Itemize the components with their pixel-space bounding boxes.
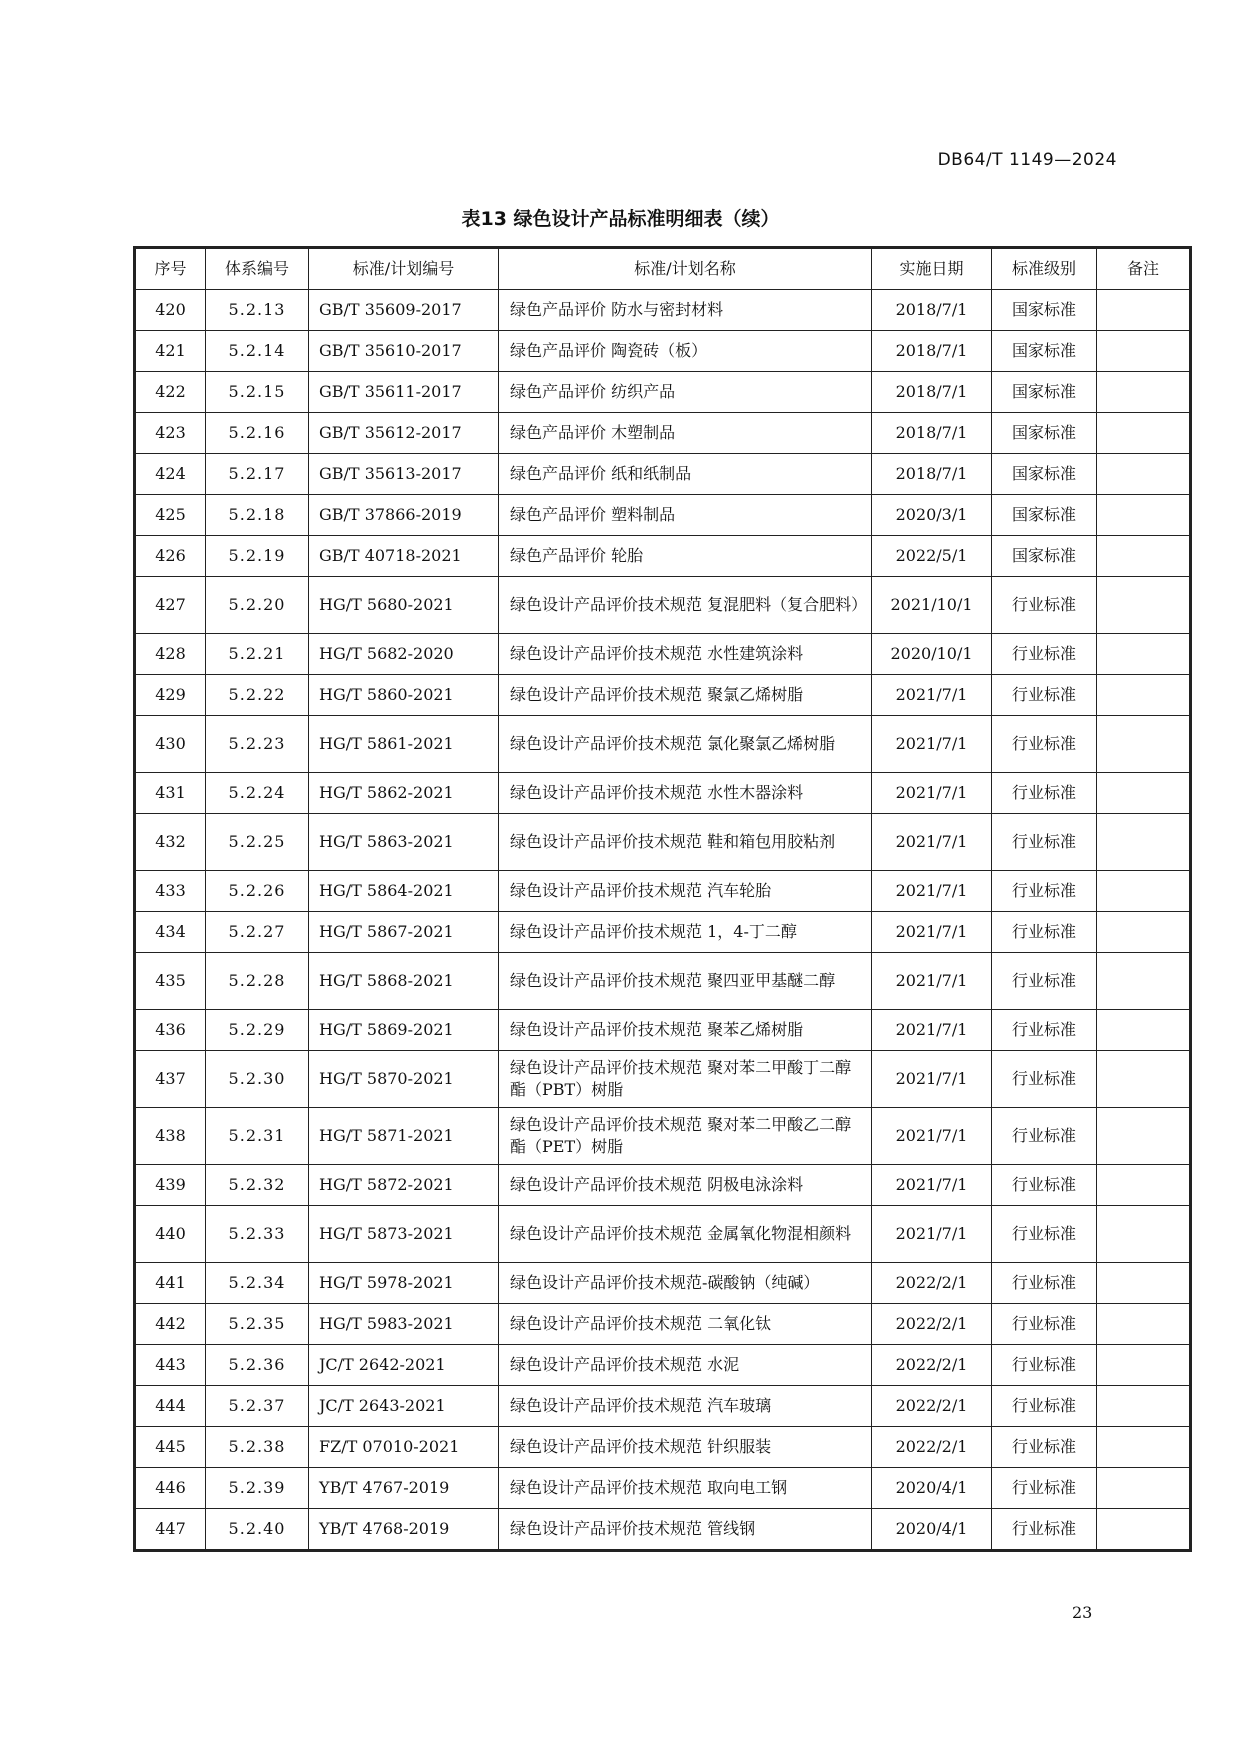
table-row	[136, 495, 1190, 536]
cell-system-no: 5.2.31	[206, 1108, 309, 1165]
cell-standard-code: FZ/T 07010-2021	[309, 1427, 499, 1468]
cell-standard-name: 绿色设计产品评价技术规范 水性建筑涂料	[499, 634, 872, 675]
table-row	[136, 1304, 1190, 1345]
cell-standard-code: GB/T 35610-2017	[309, 331, 499, 372]
cell-remarks	[1097, 1386, 1190, 1427]
table-row	[136, 814, 1190, 871]
cell-remarks	[1097, 1263, 1190, 1304]
cell-standard-level: 行业标准	[992, 716, 1097, 773]
cell-remarks	[1097, 1108, 1190, 1165]
cell-standard-name: 绿色设计产品评价技术规范 水性木器涂料	[499, 773, 872, 814]
table-row	[136, 454, 1190, 495]
document-code: DB64/T 1149—2024	[937, 150, 1117, 170]
table-row	[136, 1010, 1190, 1051]
cell-system-no: 5.2.26	[206, 871, 309, 912]
cell-standard-level: 行业标准	[992, 912, 1097, 953]
cell-effective-date: 2021/10/1	[872, 577, 992, 634]
cell-remarks	[1097, 912, 1190, 953]
cell-standard-code: YB/T 4768-2019	[309, 1509, 499, 1550]
cell-standard-name: 绿色设计产品评价技术规范 复混肥料（复合肥料）	[499, 577, 872, 634]
table-header-row	[136, 249, 1190, 290]
cell-standard-code: HG/T 5867-2021	[309, 912, 499, 953]
cell-standard-name: 绿色设计产品评价技术规范 阴极电泳涂料	[499, 1165, 872, 1206]
cell-standard-code: HG/T 5863-2021	[309, 814, 499, 871]
cell-standard-level: 行业标准	[992, 1010, 1097, 1051]
cell-effective-date: 2018/7/1	[872, 372, 992, 413]
cell-system-no: 5.2.13	[206, 290, 309, 331]
cell-remarks	[1097, 1165, 1190, 1206]
col-header-standard-code: 标准/计划编号	[309, 249, 499, 290]
cell-no: 424	[136, 454, 206, 495]
cell-effective-date: 2021/7/1	[872, 773, 992, 814]
cell-no: 433	[136, 871, 206, 912]
table-row	[136, 536, 1190, 577]
cell-system-no: 5.2.33	[206, 1206, 309, 1263]
cell-standard-name: 绿色设计产品评价技术规范 聚四亚甲基醚二醇	[499, 953, 872, 1010]
table-body	[136, 290, 1190, 1550]
cell-no: 432	[136, 814, 206, 871]
col-header-effective-date: 实施日期	[872, 249, 992, 290]
cell-no: 437	[136, 1051, 206, 1108]
cell-remarks	[1097, 372, 1190, 413]
table-row	[136, 1206, 1190, 1263]
cell-effective-date: 2021/7/1	[872, 953, 992, 1010]
table-row	[136, 634, 1190, 675]
cell-no: 445	[136, 1427, 206, 1468]
cell-remarks	[1097, 1206, 1190, 1263]
cell-no: 441	[136, 1263, 206, 1304]
cell-remarks	[1097, 577, 1190, 634]
cell-standard-name: 绿色产品评价 陶瓷砖（板）	[499, 331, 872, 372]
cell-standard-code: GB/T 35612-2017	[309, 413, 499, 454]
cell-standard-code: HG/T 5682-2020	[309, 634, 499, 675]
cell-standard-level: 行业标准	[992, 1051, 1097, 1108]
cell-no: 427	[136, 577, 206, 634]
cell-standard-code: HG/T 5680-2021	[309, 577, 499, 634]
cell-remarks	[1097, 290, 1190, 331]
cell-effective-date: 2021/7/1	[872, 1206, 992, 1263]
cell-effective-date: 2018/7/1	[872, 413, 992, 454]
col-header-remarks: 备注	[1097, 249, 1190, 290]
cell-effective-date: 2021/7/1	[872, 871, 992, 912]
cell-standard-level: 行业标准	[992, 871, 1097, 912]
cell-effective-date: 2021/7/1	[872, 1165, 992, 1206]
cell-standard-code: HG/T 5983-2021	[309, 1304, 499, 1345]
page-number: 23	[1072, 1603, 1093, 1622]
cell-standard-level: 行业标准	[992, 1108, 1097, 1165]
cell-standard-level: 国家标准	[992, 331, 1097, 372]
cell-system-no: 5.2.24	[206, 773, 309, 814]
cell-remarks	[1097, 1509, 1190, 1550]
cell-effective-date: 2022/2/1	[872, 1304, 992, 1345]
cell-no: 440	[136, 1206, 206, 1263]
cell-no: 423	[136, 413, 206, 454]
table-row	[136, 1386, 1190, 1427]
cell-standard-name: 绿色产品评价 防水与密封材料	[499, 290, 872, 331]
table-row	[136, 1509, 1190, 1550]
col-header-system-no: 体系编号	[206, 249, 309, 290]
standards-table	[135, 248, 1190, 1550]
cell-standard-code: GB/T 35611-2017	[309, 372, 499, 413]
cell-no: 438	[136, 1108, 206, 1165]
cell-standard-level: 行业标准	[992, 773, 1097, 814]
cell-no: 420	[136, 290, 206, 331]
cell-remarks	[1097, 536, 1190, 577]
cell-no: 446	[136, 1468, 206, 1509]
cell-standard-code: JC/T 2642-2021	[309, 1345, 499, 1386]
cell-effective-date: 2018/7/1	[872, 331, 992, 372]
cell-remarks	[1097, 871, 1190, 912]
cell-standard-code: HG/T 5872-2021	[309, 1165, 499, 1206]
cell-effective-date: 2021/7/1	[872, 1108, 992, 1165]
table-row	[136, 773, 1190, 814]
cell-remarks	[1097, 413, 1190, 454]
cell-standard-level: 国家标准	[992, 536, 1097, 577]
cell-effective-date: 2022/2/1	[872, 1386, 992, 1427]
cell-remarks	[1097, 1051, 1190, 1108]
cell-standard-name: 绿色设计产品评价技术规范 聚苯乙烯树脂	[499, 1010, 872, 1051]
cell-standard-level: 行业标准	[992, 1509, 1097, 1550]
cell-standard-name: 绿色产品评价 木塑制品	[499, 413, 872, 454]
cell-standard-level: 行业标准	[992, 814, 1097, 871]
cell-standard-name: 绿色设计产品评价技术规范 氯化聚氯乙烯树脂	[499, 716, 872, 773]
cell-effective-date: 2021/7/1	[872, 675, 992, 716]
table-row	[136, 1263, 1190, 1304]
cell-standard-name: 绿色设计产品评价技术规范 二氧化钛	[499, 1304, 872, 1345]
table-row	[136, 912, 1190, 953]
table-row	[136, 577, 1190, 634]
cell-no: 429	[136, 675, 206, 716]
cell-standard-level: 国家标准	[992, 372, 1097, 413]
cell-no: 443	[136, 1345, 206, 1386]
table-row	[136, 413, 1190, 454]
cell-standard-level: 行业标准	[992, 1263, 1097, 1304]
cell-effective-date: 2021/7/1	[872, 1010, 992, 1051]
cell-standard-name: 绿色设计产品评价技术规范 取向电工钢	[499, 1468, 872, 1509]
cell-no: 436	[136, 1010, 206, 1051]
cell-system-no: 5.2.23	[206, 716, 309, 773]
cell-effective-date: 2021/7/1	[872, 1051, 992, 1108]
col-header-no: 序号	[136, 249, 206, 290]
cell-standard-level: 行业标准	[992, 1468, 1097, 1509]
cell-effective-date: 2018/7/1	[872, 454, 992, 495]
cell-system-no: 5.2.29	[206, 1010, 309, 1051]
cell-system-no: 5.2.37	[206, 1386, 309, 1427]
cell-standard-level: 行业标准	[992, 1386, 1097, 1427]
cell-standard-code: HG/T 5860-2021	[309, 675, 499, 716]
cell-standard-name: 绿色设计产品评价技术规范 汽车轮胎	[499, 871, 872, 912]
cell-standard-level: 行业标准	[992, 577, 1097, 634]
cell-standard-code: GB/T 37866-2019	[309, 495, 499, 536]
cell-system-no: 5.2.36	[206, 1345, 309, 1386]
cell-no: 426	[136, 536, 206, 577]
cell-system-no: 5.2.30	[206, 1051, 309, 1108]
cell-standard-code: HG/T 5873-2021	[309, 1206, 499, 1263]
cell-standard-name: 绿色设计产品评价技术规范 聚氯乙烯树脂	[499, 675, 872, 716]
cell-no: 434	[136, 912, 206, 953]
cell-remarks	[1097, 814, 1190, 871]
cell-standard-code: HG/T 5861-2021	[309, 716, 499, 773]
cell-system-no: 5.2.27	[206, 912, 309, 953]
cell-system-no: 5.2.16	[206, 413, 309, 454]
table-row	[136, 1165, 1190, 1206]
cell-no: 430	[136, 716, 206, 773]
cell-standard-code: GB/T 35613-2017	[309, 454, 499, 495]
table-title: 表13 绿色设计产品标准明细表（续）	[461, 208, 780, 230]
cell-no: 422	[136, 372, 206, 413]
cell-no: 428	[136, 634, 206, 675]
cell-standard-level: 行业标准	[992, 953, 1097, 1010]
table-row	[136, 290, 1190, 331]
col-header-standard-name: 标准/计划名称	[499, 249, 872, 290]
cell-remarks	[1097, 331, 1190, 372]
cell-effective-date: 2022/2/1	[872, 1263, 992, 1304]
col-header-standard-level: 标准级别	[992, 249, 1097, 290]
cell-system-no: 5.2.39	[206, 1468, 309, 1509]
cell-standard-level: 行业标准	[992, 1165, 1097, 1206]
cell-remarks	[1097, 773, 1190, 814]
cell-effective-date: 2020/4/1	[872, 1509, 992, 1550]
cell-standard-name: 绿色设计产品评价技术规范 水泥	[499, 1345, 872, 1386]
cell-standard-name: 绿色设计产品评价技术规范 鞋和箱包用胶粘剂	[499, 814, 872, 871]
cell-standard-name: 绿色设计产品评价技术规范-碳酸钠（纯碱）	[499, 1263, 872, 1304]
table-row	[136, 1051, 1190, 1108]
cell-standard-name: 绿色产品评价 纺织产品	[499, 372, 872, 413]
cell-standard-code: HG/T 5978-2021	[309, 1263, 499, 1304]
cell-system-no: 5.2.20	[206, 577, 309, 634]
cell-standard-code: HG/T 5862-2021	[309, 773, 499, 814]
cell-system-no: 5.2.22	[206, 675, 309, 716]
cell-system-no: 5.2.35	[206, 1304, 309, 1345]
cell-no: 425	[136, 495, 206, 536]
cell-system-no: 5.2.25	[206, 814, 309, 871]
cell-no: 439	[136, 1165, 206, 1206]
cell-standard-name: 绿色设计产品评价技术规范 针织服装	[499, 1427, 872, 1468]
table-row	[136, 953, 1190, 1010]
cell-standard-code: YB/T 4767-2019	[309, 1468, 499, 1509]
table-row	[136, 331, 1190, 372]
cell-no: 431	[136, 773, 206, 814]
cell-standard-level: 国家标准	[992, 413, 1097, 454]
table-row	[136, 871, 1190, 912]
table-row	[136, 1345, 1190, 1386]
cell-system-no: 5.2.14	[206, 331, 309, 372]
cell-standard-name: 绿色产品评价 轮胎	[499, 536, 872, 577]
cell-effective-date: 2020/3/1	[872, 495, 992, 536]
cell-standard-level: 行业标准	[992, 1206, 1097, 1263]
cell-standard-level: 行业标准	[992, 1304, 1097, 1345]
cell-standard-name: 绿色设计产品评价技术规范 管线钢	[499, 1509, 872, 1550]
cell-system-no: 5.2.34	[206, 1263, 309, 1304]
cell-system-no: 5.2.28	[206, 953, 309, 1010]
cell-effective-date: 2021/7/1	[872, 814, 992, 871]
cell-no: 447	[136, 1509, 206, 1550]
cell-remarks	[1097, 495, 1190, 536]
cell-standard-level: 行业标准	[992, 675, 1097, 716]
cell-effective-date: 2022/2/1	[872, 1345, 992, 1386]
cell-remarks	[1097, 953, 1190, 1010]
cell-effective-date: 2022/5/1	[872, 536, 992, 577]
cell-standard-level: 行业标准	[992, 1427, 1097, 1468]
cell-no: 435	[136, 953, 206, 1010]
cell-standard-code: HG/T 5864-2021	[309, 871, 499, 912]
cell-standard-code: HG/T 5871-2021	[309, 1108, 499, 1165]
cell-remarks	[1097, 716, 1190, 773]
cell-system-no: 5.2.32	[206, 1165, 309, 1206]
table-row	[136, 716, 1190, 773]
cell-remarks	[1097, 1468, 1190, 1509]
cell-standard-name: 绿色设计产品评价技术规范 金属氧化物混相颜料	[499, 1206, 872, 1263]
table-row	[136, 675, 1190, 716]
cell-remarks	[1097, 634, 1190, 675]
cell-standard-code: JC/T 2643-2021	[309, 1386, 499, 1427]
cell-standard-name: 绿色设计产品评价技术规范 聚对苯二甲酸丁二醇酯（PBT）树脂	[499, 1051, 872, 1108]
cell-standard-name: 绿色设计产品评价技术规范 1，4-丁二醇	[499, 912, 872, 953]
cell-remarks	[1097, 1010, 1190, 1051]
table-row	[136, 1108, 1190, 1165]
cell-system-no: 5.2.19	[206, 536, 309, 577]
cell-standard-name: 绿色产品评价 纸和纸制品	[499, 454, 872, 495]
cell-effective-date: 2020/10/1	[872, 634, 992, 675]
cell-no: 442	[136, 1304, 206, 1345]
cell-standard-name: 绿色设计产品评价技术规范 聚对苯二甲酸乙二醇酯（PET）树脂	[499, 1108, 872, 1165]
cell-remarks	[1097, 1427, 1190, 1468]
cell-standard-code: HG/T 5869-2021	[309, 1010, 499, 1051]
cell-system-no: 5.2.40	[206, 1509, 309, 1550]
cell-remarks	[1097, 1304, 1190, 1345]
cell-no: 421	[136, 331, 206, 372]
cell-standard-level: 国家标准	[992, 454, 1097, 495]
cell-remarks	[1097, 675, 1190, 716]
cell-standard-code: GB/T 40718-2021	[309, 536, 499, 577]
cell-standard-level: 国家标准	[992, 290, 1097, 331]
cell-effective-date: 2020/4/1	[872, 1468, 992, 1509]
cell-system-no: 5.2.18	[206, 495, 309, 536]
cell-standard-code: HG/T 5868-2021	[309, 953, 499, 1010]
table-row	[136, 372, 1190, 413]
cell-standard-level: 国家标准	[992, 495, 1097, 536]
cell-no: 444	[136, 1386, 206, 1427]
cell-system-no: 5.2.17	[206, 454, 309, 495]
cell-standard-code: HG/T 5870-2021	[309, 1051, 499, 1108]
cell-standard-level: 行业标准	[992, 1345, 1097, 1386]
table-row	[136, 1468, 1190, 1509]
cell-system-no: 5.2.21	[206, 634, 309, 675]
cell-remarks	[1097, 454, 1190, 495]
cell-effective-date: 2022/2/1	[872, 1427, 992, 1468]
cell-standard-level: 行业标准	[992, 634, 1097, 675]
cell-standard-name: 绿色产品评价 塑料制品	[499, 495, 872, 536]
cell-standard-code: GB/T 35609-2017	[309, 290, 499, 331]
cell-effective-date: 2018/7/1	[872, 290, 992, 331]
cell-standard-name: 绿色设计产品评价技术规范 汽车玻璃	[499, 1386, 872, 1427]
cell-effective-date: 2021/7/1	[872, 912, 992, 953]
cell-effective-date: 2021/7/1	[872, 716, 992, 773]
cell-system-no: 5.2.38	[206, 1427, 309, 1468]
table-row	[136, 1427, 1190, 1468]
cell-system-no: 5.2.15	[206, 372, 309, 413]
cell-remarks	[1097, 1345, 1190, 1386]
